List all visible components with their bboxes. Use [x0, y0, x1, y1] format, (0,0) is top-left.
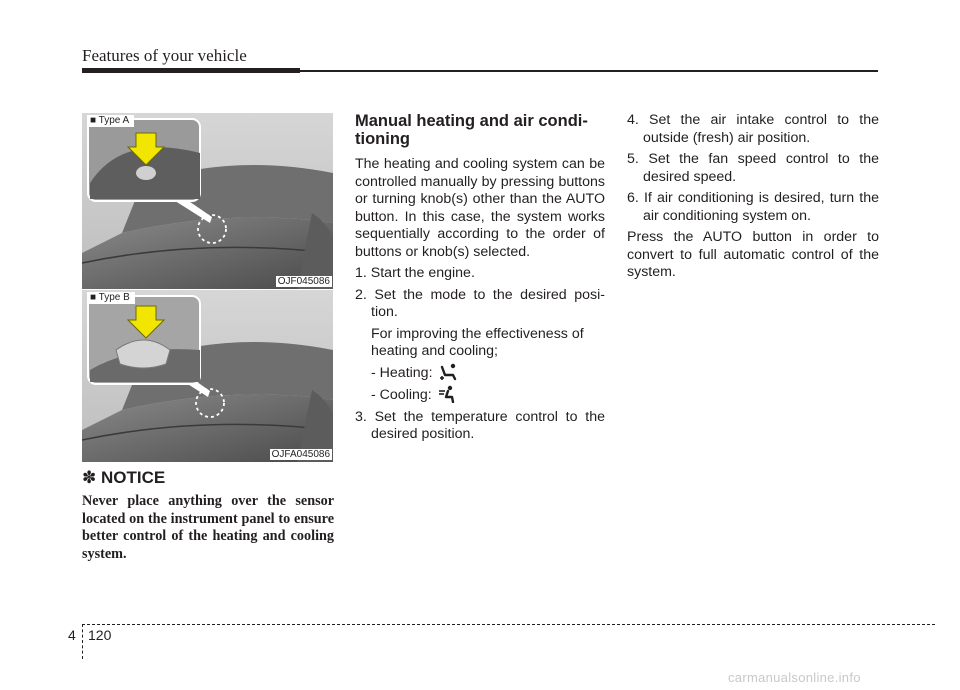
step-item: 2. Set the mode to the desired posi- tion. — [355, 286, 605, 320]
main-column — [355, 112, 605, 444]
floor-vent-mode-icon — [439, 363, 457, 381]
chapter-number: 4 — [68, 627, 76, 643]
step-item: 5. Set the fan speed control to the desired speed. — [627, 151, 879, 185]
figure-type-b — [82, 289, 333, 462]
mode-cooling-label: - Cooling: — [371, 387, 432, 403]
mode-heating-row — [355, 361, 605, 383]
notice-body: Never place anything over the sensor located on the instrument panel to ensure better control of the heating and cooling system. — [82, 493, 334, 562]
page-header-title: Features of your vehicle — [82, 46, 247, 65]
right-column — [627, 112, 879, 282]
watermark: carmanualsonline.info — [728, 670, 861, 685]
figure-type-label: ■ Type A — [87, 115, 134, 127]
mode-hint: For improving the effectiveness of heating and cooling; — [371, 325, 584, 359]
page-number-divider — [82, 624, 83, 659]
footer-rule — [82, 624, 935, 625]
dashboard-sensor-illustration-b — [82, 290, 333, 462]
step-item: 3. Set the temperature control to the desired position. — [355, 408, 605, 442]
closing-paragraph: Press the AUTO button in order to convert to full automatic control of the system. — [627, 229, 879, 280]
section-intro: The heating and cooling system can be controlled manually by pressing buttons or turning knob(s) other than the AUTO button. In this case, the system works sequentially according to the order of buttons or knob(s) selected. — [355, 156, 605, 260]
step-item: 6. If air conditioning is desired, turn the air conditioning system on. — [627, 190, 879, 224]
notice-title: ✽ NOTICE — [82, 468, 166, 487]
mode-cooling-row — [355, 383, 605, 405]
figure-type-label: ■ Type B — [87, 292, 135, 304]
step-item: 1. Start the engine. — [355, 265, 475, 281]
mode-heating-label: - Heating: — [371, 365, 433, 381]
figure-type-a — [82, 113, 333, 289]
page-number: 120 — [88, 627, 112, 643]
face-vent-mode-icon — [438, 385, 456, 403]
step-item: 4. Set the air intake control to the outside (fresh) air position. — [627, 112, 879, 146]
figure-code: OJFA045086 — [271, 449, 330, 460]
figure-code: OJF045086 — [277, 276, 330, 287]
section-title: Manual heating and air condi- tioning — [355, 112, 588, 148]
header-rule-accent — [82, 68, 300, 73]
dashboard-sensor-illustration-a — [82, 113, 333, 289]
